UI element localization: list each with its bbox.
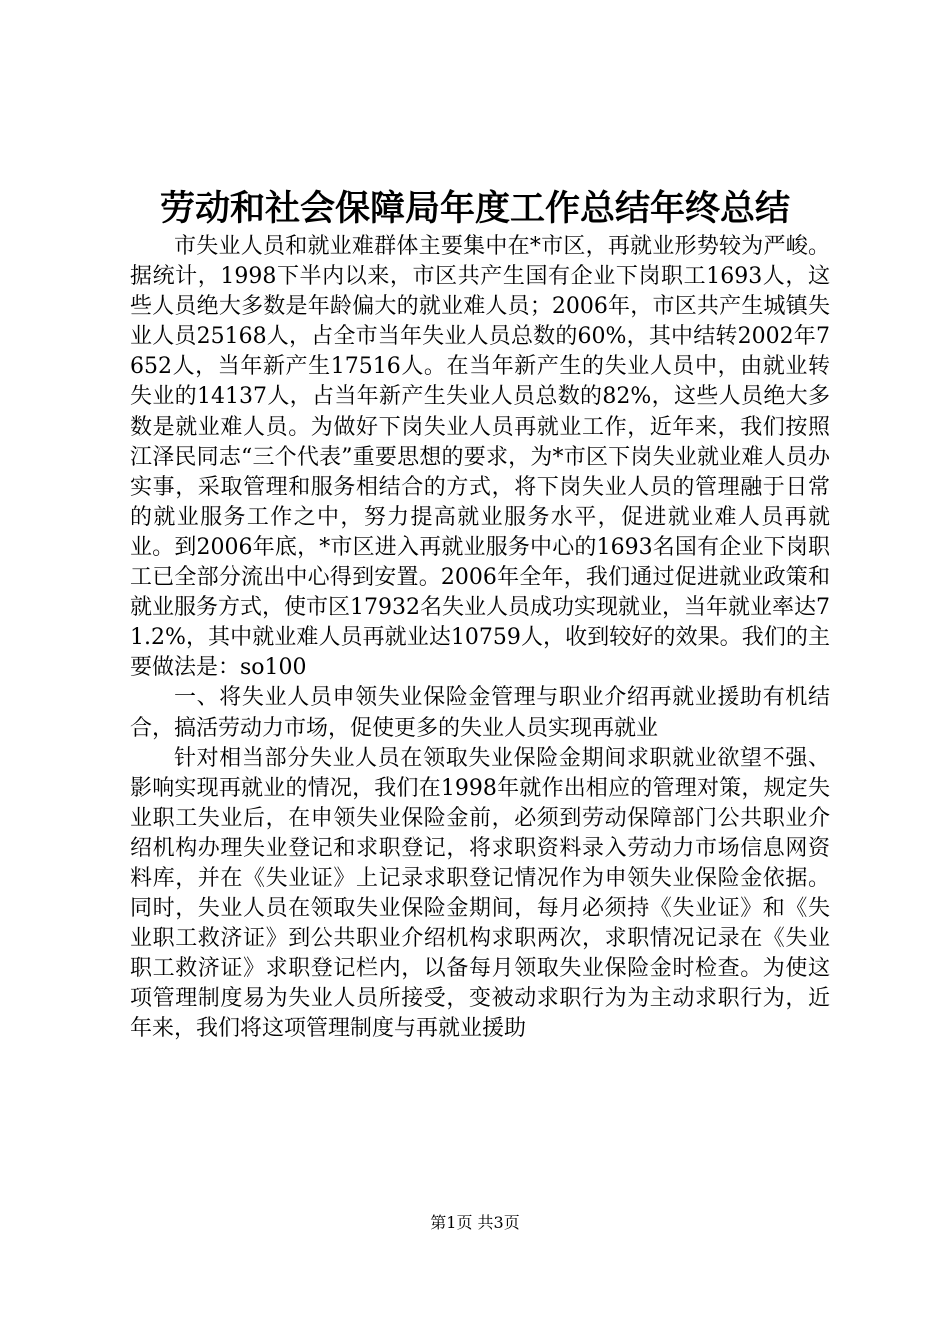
paragraph-intro: 市失业人员和就业难群体主要集中在*市区，再就业形势较为严峻。据统计，1998下半内以来，市区共产生国有企业下岗职工1693人，这些人员绝大多数是年龄偏大的就业难人员；2006年，市区共产生城镇失业人员25168人，占全市当年失业人员总数的60%，其中结转2002年7652人，当年新产生17516人。在当年新产生的失业人员中，由就业转失业的14137人，占当年新产生失业人员总数的82%，这些人员绝大多数是就业难人员。为做好下岗失业人员再就业工作，近年来，我们按照江泽民同志“三个代表”重要思想的要求，为*市区下岗失业就业难人员办实事，采取管理和服务相结合的方式，将下岗失业人员的管理融于日常的就业服务工作之中，努力提高就业服务水平，促进就业难人员再就业。到2006年底，*市区进入再就业服务中心的1693名国有企业下岗职工已全部分流出中心得到安置。2006年全年，我们通过促进就业政策和就业服务方式，使市区17932名失业人员成功实现就业，当年就业率达71.2%，其中就业难人员再就业达10759人，收到较好的效果。我们的主要做法是：so100 (130, 234, 830, 681)
paragraph-measures: 针对相当部分失业人员在领取失业保险金期间求职就业欲望不强、影响实现再就业的情况，我们在1998年就作出相应的管理对策，规定失业职工失业后，在申领失业保险金前，必须到劳动保障部门公共职业介绍机构办理失业登记和求职登记，将求职资料录入劳动力市场信息网资料库，并在《失业证》上记录求职登记情况作为申领失业保险金依据。同时，失业人员在领取失业保险金期间，每月必须持《失业证》和《失业职工救济证》到公共职业介绍机构求职两次，求职情况记录在《失业职工救济证》求职登记栏内，以备每月领取失业保险金时检查。为使这项管理制度易为失业人员所接受，变被动求职行为为主动求职行为，近年来，我们将这项管理制度与再就业援助 (130, 745, 830, 1042)
page-number-footer: 第1页 共3页 (430, 1213, 520, 1232)
document-title: 劳动和社会保障局年度工作总结年终总结 (159, 188, 790, 229)
paragraph-section-heading: 一、将失业人员申领失业保险金管理与职业介绍再就业援助有机结合，搞活劳动力市场，促使更多的失业人员实现再就业 (130, 685, 830, 741)
document-body (130, 232, 830, 1045)
